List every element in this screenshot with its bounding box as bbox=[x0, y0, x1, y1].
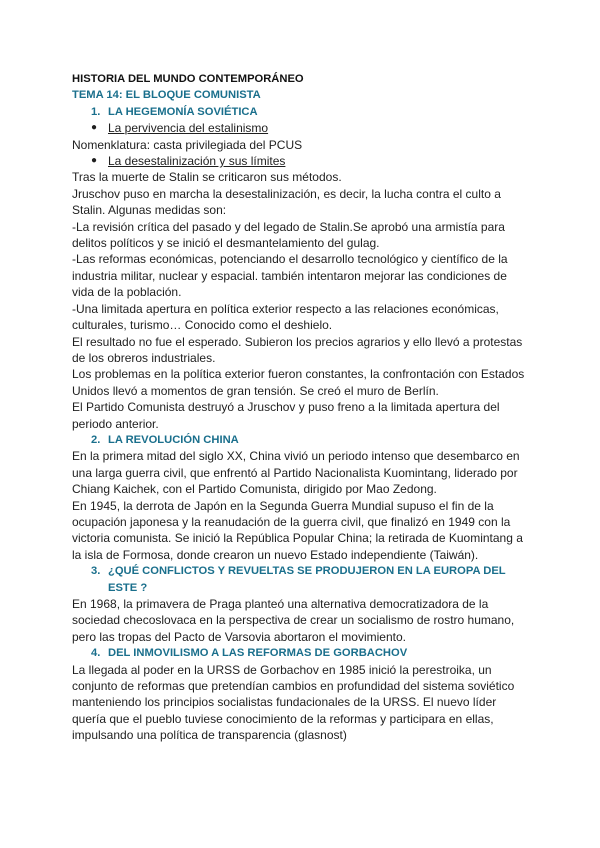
section-heading-1 bbox=[72, 104, 532, 120]
section-title: ¿QUÉ CONFLICTOS Y REVUELTAS SE PRODUJERON EN LA EUROPA DEL ESTE ? bbox=[108, 565, 506, 594]
section-heading-2 bbox=[72, 432, 532, 448]
subsection-bullet bbox=[72, 153, 532, 169]
paragraph: Tras la muerte de Stalin se criticaron sus métodos. bbox=[72, 170, 342, 185]
document-page bbox=[72, 71, 532, 744]
section-title: LA HEGEMONÍA SOVIÉTICA bbox=[108, 105, 258, 118]
section-title: DEL INMOVILISMO A LAS REFORMAS DE GORBACHOV bbox=[108, 647, 408, 660]
paragraph: En 1968, la primavera de Praga planteó una alternativa democratizadora de la sociedad checoslovaca en la perspectiva de crear un socialismo de rostro humano, pero las tropas del Pacto de Varsovia abortaron el movimiento. bbox=[72, 597, 515, 644]
section-title: LA REVOLUCIÓN CHINA bbox=[108, 433, 239, 446]
subsection-title: La pervivencia del estalinismo bbox=[108, 121, 269, 136]
paragraph: -La revisión crítica del pasado y del legado de Stalin.Se aprobó una armistía para delitos políticos y se inició el desmantelamiento del gulag. bbox=[72, 219, 505, 251]
section-number: 2. bbox=[91, 433, 101, 446]
paragraph: La llegada al poder en la URSS de Gorbachov en 1985 inició la perestroika, un conjunto de reformas que pretendían cambios en profundidad del sistema soviético manteniendo los principios socialistas fundacionales de la URSS. El nuevo líder quería que el pueblo tuviese conocimiento de la reformas y participara en ellas, impulsando una política de transparencia (glasnost) bbox=[72, 662, 515, 743]
section-number: 1. bbox=[91, 105, 101, 118]
subsection-title: La desestalinización y sus límites bbox=[108, 154, 286, 169]
section-heading-4 bbox=[72, 645, 532, 661]
paragraph: El Partido Comunista destruyó a Jruschov y puso freno a la limitada apertura del periodo anterior. bbox=[72, 400, 500, 431]
paragraph: -Las reformas económicas, potenciando el desarrollo tecnológico y científico de la industria militar, nuclear y espacial. también intentaron mejorar las condiciones de vida de la población. bbox=[72, 252, 508, 300]
section-number: 3. bbox=[91, 565, 101, 578]
subsection-bullet bbox=[72, 120, 532, 136]
paragraph: El resultado no fue el esperado. Subieron los precios agrarios y ello llevó a protestas de los obreros industriales. bbox=[72, 334, 523, 365]
bullet-icon: ● bbox=[91, 122, 98, 134]
document-title: HISTORIA DEL MUNDO CONTEMPORÁNEO bbox=[72, 73, 304, 85]
bullet-icon: ● bbox=[91, 155, 98, 167]
paragraph: Los problemas en la política exterior fueron constantes, la confrontación con Estados Unidos llevó a momentos de gran tensión. Se creó el muro de Berlín. bbox=[72, 367, 525, 398]
section-number: 4. bbox=[91, 647, 101, 660]
paragraph: En la primera mitad del siglo XX, China vivió un periodo intenso que desembarco en una larga guerra civil, que enfrentó al Partido Nacionalista Kuomintang, liderado por Chiang Kaichek, con el Partido Comunista, dirigido por Mao Zedong. bbox=[72, 449, 520, 497]
topic-title: TEMA 14: EL BLOQUE COMUNISTA bbox=[72, 89, 261, 102]
paragraph: Nomenklatura: casta privilegiada del PCUS bbox=[72, 137, 303, 152]
paragraph: En 1945, la derrota de Japón en la Segunda Guerra Mundial supuso el fin de la ocupación japonesa y la reanudación de la guerra civil, que finalizó en 1949 con la victoria comunista. Se inició la República Popular China; la retirada de Kuomintang a la isla de Formosa, donde crearon un nuevo Estado independiente (Taiwán). bbox=[72, 498, 523, 562]
paragraph: -Una limitada apertura en política exterior respecto a las relaciones económicas, culturales, turismo… Conocido como el deshielo. bbox=[72, 301, 499, 333]
paragraph: Jruschov puso en marcha la desestalinización, es decir, la lucha contra el culto a Stalin. Algunas medidas son: bbox=[72, 186, 501, 218]
section-heading-3 bbox=[72, 563, 532, 596]
